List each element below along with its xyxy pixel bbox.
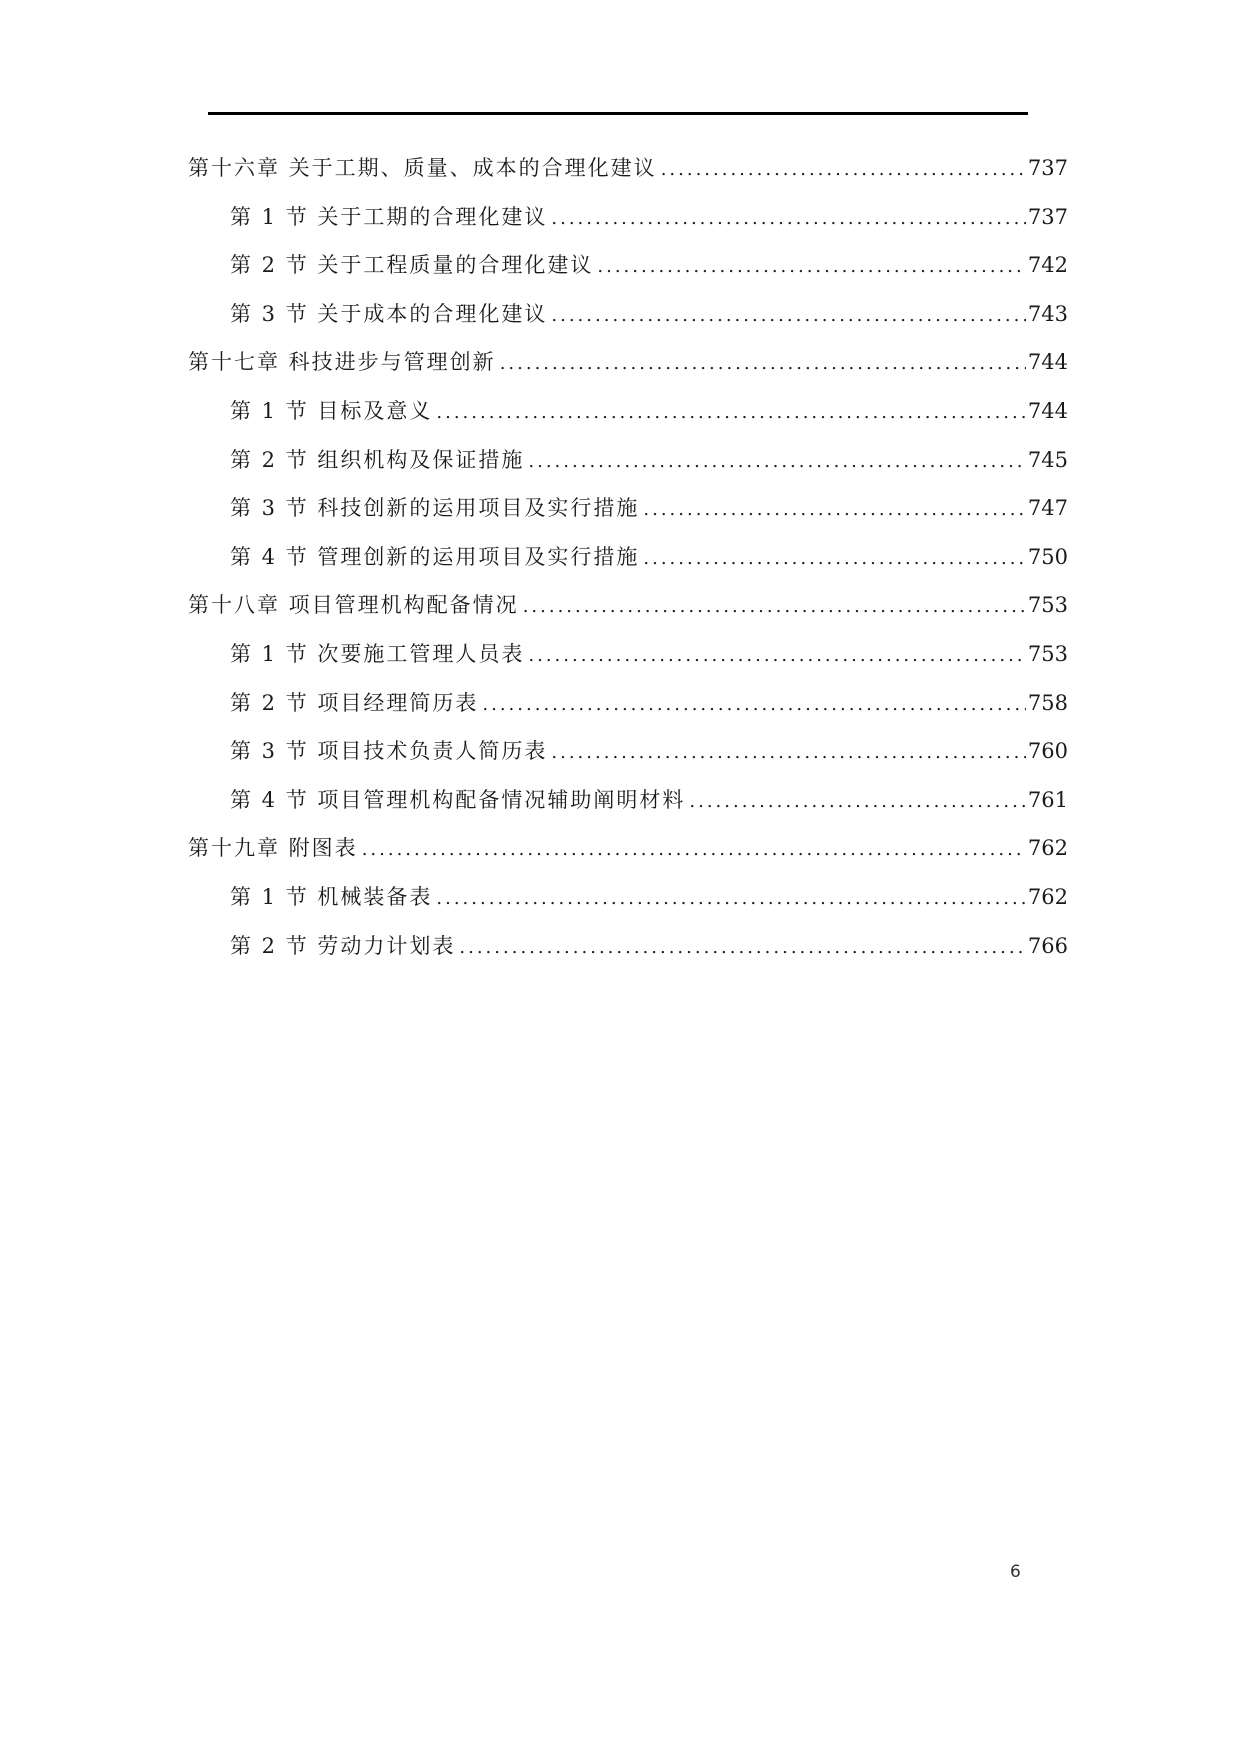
toc-entry-page: 744: [1027, 350, 1068, 375]
dot-leader: [551, 742, 1026, 763]
dot-leader: [523, 596, 1026, 617]
toc-entry-title: 第十六章 关于工期、质量、成本的合理化建议: [188, 156, 657, 180]
toc-entry-title: 第 1 节 次要施工管理人员表: [230, 641, 525, 666]
toc-entry-title: 第 4 节 管理创新的运用项目及实行措施: [230, 544, 640, 569]
toc-section-19-1[interactable]: [188, 881, 1068, 930]
toc-section-16-3[interactable]: [188, 298, 1068, 347]
dot-leader: [500, 353, 1026, 374]
toc-entry-page: 753: [1027, 641, 1068, 666]
toc-section-16-1[interactable]: [188, 201, 1068, 250]
toc-section-18-2[interactable]: [188, 687, 1068, 736]
toc-section-16-2[interactable]: [188, 249, 1068, 298]
dot-leader: [459, 937, 1026, 958]
toc-entry-page: 766: [1027, 933, 1068, 958]
toc-entry-page: 760: [1027, 739, 1068, 764]
toc-entry-page: 742: [1027, 253, 1068, 278]
dot-leader: [482, 694, 1026, 715]
toc-chapter-19[interactable]: [188, 832, 1068, 881]
toc-entry-page: 750: [1027, 544, 1068, 569]
toc-chapter-16[interactable]: [188, 152, 1068, 201]
header-rule: [208, 112, 1028, 115]
toc-section-18-4[interactable]: [188, 784, 1068, 833]
toc-entry-page: 737: [1027, 204, 1068, 229]
toc-section-18-3[interactable]: [188, 735, 1068, 784]
toc-entry-title: 第 2 节 劳动力计划表: [230, 933, 456, 958]
toc-entry-title: 第 2 节 项目经理简历表: [230, 690, 479, 715]
dot-leader: [661, 159, 1026, 180]
toc-entry-title: 第 1 节 目标及意义: [230, 398, 433, 423]
toc-section-19-2[interactable]: [188, 930, 1068, 979]
table-of-contents: [188, 152, 1068, 978]
toc-entry-page: 762: [1027, 884, 1068, 909]
page-number: 6: [1010, 1562, 1021, 1582]
toc-entry-page: 744: [1027, 398, 1068, 423]
toc-entry-page: 753: [1027, 593, 1068, 618]
toc-entry-title: 第十九章 附图表: [188, 836, 358, 861]
toc-chapter-18[interactable]: [188, 589, 1068, 638]
toc-entry-title: 第 3 节 关于成本的合理化建议: [230, 301, 548, 326]
toc-entry-title: 第 3 节 项目技术负责人简历表: [230, 739, 548, 764]
toc-entry-page: 745: [1027, 447, 1068, 472]
toc-section-17-3[interactable]: [188, 492, 1068, 541]
dot-leader: [643, 548, 1026, 569]
toc-entry-title: 第 1 节 机械装备表: [230, 884, 433, 909]
dot-leader: [689, 791, 1026, 812]
toc-entry-title: 第 4 节 项目管理机构配备情况辅助阐明材料: [230, 787, 686, 812]
toc-entry-title: 第 2 节 关于工程质量的合理化建议: [230, 253, 594, 278]
toc-section-17-4[interactable]: [188, 541, 1068, 590]
toc-entry-page: 762: [1027, 836, 1068, 861]
dot-leader: [528, 645, 1026, 666]
dot-leader: [528, 451, 1026, 472]
dot-leader: [551, 208, 1026, 229]
toc-entry-page: 761: [1027, 787, 1068, 812]
toc-entry-title: 第十八章 项目管理机构配备情况: [188, 593, 519, 618]
dot-leader: [436, 888, 1026, 909]
toc-entry-page: 743: [1027, 301, 1068, 326]
toc-chapter-17[interactable]: [188, 346, 1068, 395]
toc-entry-title: 第 3 节 科技创新的运用项目及实行措施: [230, 496, 640, 521]
toc-entry-title: 第十七章 科技进步与管理创新: [188, 350, 496, 375]
dot-leader: [362, 839, 1026, 860]
toc-section-17-1[interactable]: [188, 395, 1068, 444]
toc-entry-title: 第 2 节 组织机构及保证措施: [230, 447, 525, 472]
dot-leader: [436, 402, 1026, 423]
toc-section-17-2[interactable]: [188, 444, 1068, 493]
toc-section-18-1[interactable]: [188, 638, 1068, 687]
toc-entry-page: 758: [1027, 690, 1068, 715]
dot-leader: [643, 499, 1026, 520]
dot-leader: [597, 256, 1026, 277]
toc-entry-page: 737: [1027, 156, 1068, 180]
dot-leader: [551, 305, 1026, 326]
toc-entry-page: 747: [1027, 496, 1068, 521]
toc-entry-title: 第 1 节 关于工期的合理化建议: [230, 204, 548, 229]
